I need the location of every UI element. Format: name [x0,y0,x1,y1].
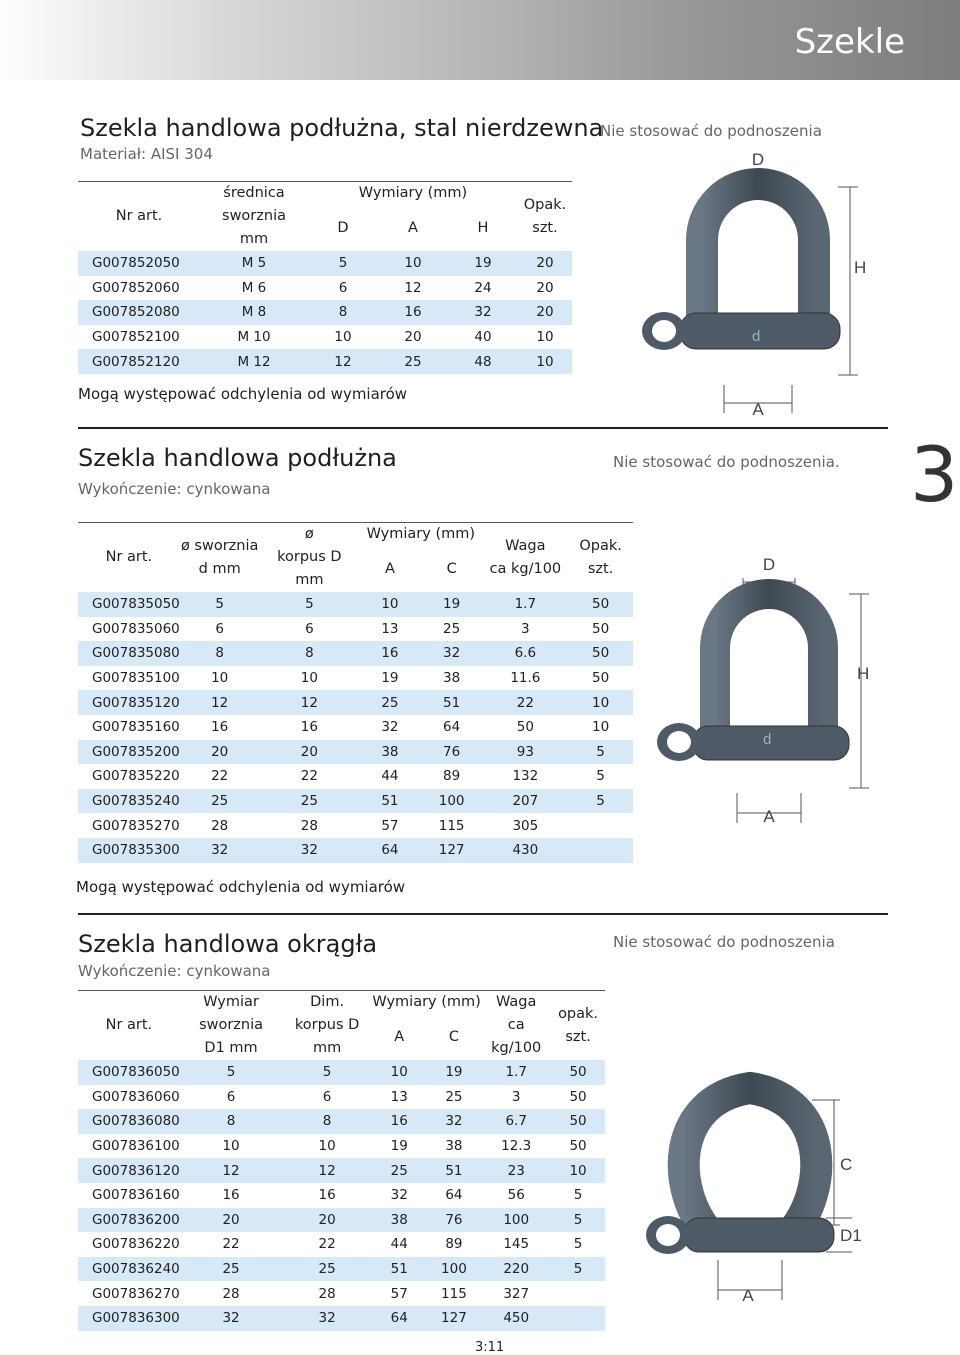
table-cell: 3 [521,620,530,637]
table-cell: 16 [318,1187,336,1204]
header-nr: Nr art. [78,991,180,1061]
article-number-cell: G007836120 [78,1158,180,1183]
table-row [78,251,572,276]
section2-title: Szekla handlowa podłużna [78,444,397,472]
header-opak-1: Opak. [523,196,567,213]
table-cell: 25 [443,620,461,637]
table-row [78,1060,605,1085]
header-wymiary: Wymiary (mm) [308,182,518,206]
section1-table [78,181,572,374]
table-cell: 51 [372,1257,427,1282]
table-cell: 5 [551,1208,605,1233]
table-cell: 89 [443,768,461,785]
table-cell: M 8 [200,300,308,325]
diagram1-label-A: A [752,400,764,419]
header-d: D [337,219,349,236]
table-row [78,349,572,374]
table-cell: 10 [334,329,352,346]
header-opak-2: szt. [532,219,558,236]
article-number-cell: G007836160 [92,1187,180,1204]
table-cell: 32 [381,719,399,736]
table-cell: 50 [569,1138,587,1155]
article-number-cell: G007835120 [78,690,180,715]
table-cell: 6.6 [483,641,569,666]
table-cell: 56 [507,1187,525,1204]
table-cell: 11.6 [510,670,541,687]
table-cell: 50 [569,1088,587,1105]
shackle-diagram-bow [630,1060,880,1315]
table-cell: 32 [260,838,360,863]
shackle-pin [684,1218,834,1252]
section1-note: Mogą występować odchylenia od wymiarów [78,385,408,403]
table-row [78,838,633,863]
page-number: 3:11 [475,1340,505,1355]
table-row [78,740,633,765]
table-cell: 22 [318,1236,336,1253]
table-cell: 132 [512,768,539,785]
header-waga-2: ca [507,1017,525,1033]
table-cell: 5 [568,789,633,814]
article-number-cell: G007852060 [92,279,180,296]
header-dim-2: korpus D [294,1017,360,1033]
table-cell: 25 [378,349,448,374]
article-number-cell: G007835100 [92,670,180,687]
diagram2-label-A: A [763,807,775,826]
table-row [78,666,633,691]
section3-table [78,990,605,1331]
header-srednica-3: mm [239,231,269,247]
header-opak-2: szt. [565,1028,591,1045]
article-number-cell: G007835200 [78,740,180,765]
diagram3-label-C: C [840,1155,853,1174]
header-dim-3: mm [312,1040,342,1056]
section-divider-2 [78,913,888,915]
header-c: C [448,1028,459,1045]
table-cell: 20 [260,740,360,765]
table-cell: 5 [551,1257,605,1282]
table-cell: 22 [483,690,569,715]
table-cell: 16 [300,719,318,736]
section1-subtitle: Materiał: AISI 304 [80,145,213,163]
table-cell: 22 [300,768,318,785]
table-row [78,715,633,740]
table-cell: 16 [222,1187,240,1204]
table-cell: 20 [282,1208,372,1233]
table-cell: 5 [180,1060,283,1085]
table-cell: 16 [378,300,448,325]
article-number-cell: G007836060 [92,1088,180,1105]
table-row [78,1134,605,1159]
table-cell: 28 [211,817,229,834]
table-cell: 64 [359,838,421,863]
header-a: A [384,560,395,577]
table-cell: 5 [282,1060,372,1085]
table-cell: 50 [568,592,633,617]
table-cell: 6 [226,1088,236,1105]
table-row [78,764,633,789]
table-cell: 22 [211,768,229,785]
table-row [78,1183,605,1208]
table-row [78,1281,605,1306]
table-cell: 32 [180,1306,283,1331]
table-cell: 19 [421,592,483,617]
table-row [78,1232,605,1257]
page-header [0,0,960,80]
article-number-cell: G007835050 [78,592,180,617]
table-cell: 38 [372,1208,427,1233]
article-number-cell: G007835300 [78,838,180,863]
table-cell: 1.7 [481,1060,551,1085]
table-cell: 6.7 [481,1109,551,1134]
table-cell: 22 [222,1236,240,1253]
diagram2-label-d: d [763,731,772,748]
table-cell: 20 [404,329,422,346]
table-cell: 12 [404,279,422,296]
table-cell: 13 [390,1088,408,1105]
header-korpus-1: ø [260,523,360,547]
table-cell: 44 [381,768,399,785]
header-a: A [408,219,418,236]
header-nr: Nr art. [78,182,200,252]
table-cell: 10 [378,251,448,276]
table-cell: 25 [180,1257,283,1282]
table-cell: 10 [536,329,554,346]
table-cell: 50 [591,670,610,687]
header-wymiary: Wymiary (mm) [359,523,482,547]
section1-warning: Nie stosować do podnoszenia [600,122,822,140]
diagram3-label-A: A [742,1286,754,1305]
table-cell: 38 [445,1138,463,1155]
table-cell: 38 [359,740,421,765]
table-cell [568,813,633,838]
table-cell: 25 [445,1088,463,1105]
table-cell [551,1306,605,1331]
table-cell: 430 [483,838,569,863]
table-cell: 100 [421,789,483,814]
section2-table [78,522,633,863]
table-cell: 12 [282,1158,372,1183]
table-cell: 19 [427,1060,482,1085]
table-cell: M 5 [200,251,308,276]
article-number-cell: G007852100 [92,329,180,346]
table-cell: 12.3 [501,1138,532,1155]
diagram1-label-H: H [854,258,867,277]
table-cell: 20 [536,279,554,296]
header-waga-1: Waga [481,991,551,1015]
table-cell: 100 [481,1208,551,1233]
table-cell: 145 [503,1236,530,1253]
table-cell: 16 [211,719,229,736]
table-cell: 127 [427,1306,482,1331]
table-cell: 3 [511,1088,521,1105]
header-a: A [394,1028,405,1045]
header-opak-1: Opak. [579,537,622,554]
table-cell: 1.7 [483,592,569,617]
diagram3-label-D1: D1 [840,1226,862,1245]
table-cell: 5 [180,592,260,617]
header-srednica-2: sworznia [222,208,286,224]
table-cell: 6 [215,620,224,637]
table-cell: 327 [503,1285,530,1302]
article-number-cell: G007836050 [78,1060,180,1085]
article-number-cell: G007836270 [92,1285,180,1302]
section1-title: Szekla handlowa podłużna, stal nierdzewna [80,114,604,142]
table-cell: 8 [308,300,378,325]
article-number-cell: G007836300 [78,1306,180,1331]
article-number-cell: G007852120 [78,349,200,374]
article-number-cell: G007835060 [92,620,180,637]
table-cell: 115 [438,817,465,834]
table-cell: 28 [318,1285,336,1302]
table-cell: 16 [359,641,421,666]
table-row [78,325,572,350]
header-sworzen-1: ø sworznia [180,537,259,554]
table-row [78,276,572,301]
table-cell: 50 [591,620,610,637]
header-sworzen-2: d mm [198,560,241,577]
article-number-cell: G007836080 [78,1109,180,1134]
section-divider-1 [78,427,888,429]
table-cell: 100 [427,1257,482,1282]
table-cell: 57 [390,1285,408,1302]
table-cell: 16 [372,1109,427,1134]
shackle-body [702,184,814,335]
table-cell: 12 [180,1158,283,1183]
table-cell: 8 [180,1109,283,1134]
table-cell: 51 [359,789,421,814]
table-cell: 50 [516,719,534,736]
table-cell: 32 [390,1187,408,1204]
header-nr: Nr art. [78,523,180,593]
table-cell: 19 [381,670,399,687]
header-opak [551,991,605,1061]
table-cell: 20 [180,1208,283,1233]
table-cell: 93 [483,740,569,765]
table-cell: 10 [568,690,633,715]
header-wymiar-1: Wymiar [180,991,283,1015]
header-c: C [446,560,457,577]
table-cell: 20 [518,300,572,325]
table-cell: 10 [591,719,610,736]
table-cell: 32 [448,300,518,325]
table-cell: 8 [260,641,360,666]
section2-subtitle: Wykończenie: cynkowana [78,480,271,498]
article-number-cell: G007836200 [78,1208,180,1233]
table-cell: 10 [211,670,229,687]
table-cell: 5 [573,1236,583,1253]
table-row [78,1109,605,1134]
header-opak-1: opak. [558,1005,599,1022]
table-cell: 64 [443,719,461,736]
table-cell: 23 [481,1158,551,1183]
table-row [78,690,633,715]
side-chapter-number: 3 [910,430,959,519]
table-cell: 8 [180,641,260,666]
table-cell: 25 [372,1158,427,1183]
header-srednica-1: średnica [200,182,308,206]
table-cell: 50 [568,641,633,666]
table-cell: 76 [427,1208,482,1233]
header-korpus-3: mm [295,572,324,588]
table-cell: 44 [390,1236,408,1253]
table-row [78,813,633,838]
table-cell: 10 [359,592,421,617]
table-cell: 25 [260,789,360,814]
table-cell: 32 [427,1109,482,1134]
table-cell: 6 [338,279,348,296]
table-row [78,641,633,666]
table-cell [568,838,633,863]
article-number-cell: G007852080 [78,300,200,325]
table-cell: 32 [282,1306,372,1331]
table-cell: 32 [421,641,483,666]
table-cell: 8 [282,1109,372,1134]
table-cell: 25 [180,789,260,814]
section2-warning: Nie stosować do podnoszenia. [613,453,840,471]
table-cell: 6 [322,1088,332,1105]
header-wymiar-2: sworznia [199,1017,264,1033]
diagram2-label-D: D [762,555,776,574]
table-row [78,617,633,642]
table-cell: 19 [390,1138,408,1155]
header-korpus-2: korpus D [277,549,342,565]
table-cell: 12 [308,349,378,374]
table-row [78,1257,605,1282]
header-opak-2: szt. [587,560,614,577]
table-cell: 76 [421,740,483,765]
header-h: H [477,219,489,236]
diagram1-label-d: d [752,328,761,345]
article-number-cell: G007836220 [92,1236,180,1253]
table-cell: 24 [474,279,492,296]
article-number-cell: G007836100 [92,1138,180,1155]
table-cell: 64 [445,1187,463,1204]
section3-warning: Nie stosować do podnoszenia [613,933,835,951]
table-cell: 20 [518,251,572,276]
table-cell: 51 [427,1158,482,1183]
table-cell: 5 [596,768,605,785]
table-cell: 10 [551,1158,605,1183]
article-number-cell: G007835080 [78,641,180,666]
table-cell: 64 [372,1306,427,1331]
header-dim-1: Dim. [282,991,372,1015]
table-cell: 115 [441,1285,467,1302]
shackle-diagram-dee [628,145,878,420]
table-cell: 220 [481,1257,551,1282]
article-number-cell: G007836240 [78,1257,180,1282]
header-waga [483,523,569,593]
section3-title: Szekla handlowa okrągła [78,930,378,958]
header-title: Szekle [794,22,905,62]
table-cell: 12 [180,690,260,715]
table-cell: 28 [222,1285,240,1302]
table-cell: 89 [445,1236,463,1253]
table-cell: 50 [551,1060,605,1085]
table-cell: 10 [372,1060,427,1085]
header-wymiary: Wymiary (mm) [372,991,481,1015]
article-number-cell: G007835270 [92,817,180,834]
table-row [78,1085,605,1110]
table-cell: 6 [305,620,314,637]
table-cell: 28 [300,817,318,834]
table-cell: 5 [568,740,633,765]
table-cell: M 10 [237,329,271,346]
article-number-cell: G007835240 [78,789,180,814]
table-cell: 5 [308,251,378,276]
table-cell: 48 [448,349,518,374]
table-cell: 50 [551,1109,605,1134]
table-cell: 5 [260,592,360,617]
table-cell: 13 [381,620,399,637]
table-row [78,1208,605,1233]
table-cell: 40 [474,329,492,346]
table-cell: 10 [318,1138,336,1155]
table-cell: 20 [180,740,260,765]
table-cell: 12 [260,690,360,715]
table-cell: 10 [300,670,318,687]
header-wymiar-3: D1 mm [204,1040,258,1056]
table-row [78,1158,605,1183]
table-cell: M 12 [200,349,308,374]
table-cell: 10 [222,1138,240,1155]
header-waga-1: Waga [505,537,546,554]
table-cell: 207 [483,789,569,814]
article-number-cell: G007835160 [92,719,180,736]
table-cell: 19 [448,251,518,276]
table-row [78,592,633,617]
table-cell: 25 [282,1257,372,1282]
table-cell: 57 [381,817,399,834]
shackle-diagram-dee-galvanized [645,548,885,838]
table-cell: M 6 [241,279,267,296]
header-waga-2: ca kg/100 [489,560,562,577]
table-cell: 25 [359,690,421,715]
header-opak [568,523,633,593]
header-opak [518,182,572,252]
table-cell: 32 [180,838,260,863]
article-number-cell: G007835220 [92,768,180,785]
header-sworzen [180,523,260,593]
shackle-body [715,594,823,748]
table-cell: 5 [573,1187,583,1204]
section2-note: Mogą występować odchylenia od wymiarów [76,878,406,896]
table-cell: 51 [421,690,483,715]
table-cell [551,1281,605,1306]
table-cell: 305 [512,817,539,834]
table-cell: 10 [518,349,572,374]
table-row [78,300,572,325]
table-cell: 38 [443,670,461,687]
article-number-cell: G007852050 [78,251,200,276]
table-cell: 127 [421,838,483,863]
diagram1-label-D: D [751,150,765,169]
diagram2-label-H: H [857,664,870,683]
table-row [78,1306,605,1331]
section3-subtitle: Wykończenie: cynkowana [78,962,271,980]
header-waga-3: kg/100 [491,1040,542,1056]
shackle-bow-body [684,1088,817,1235]
table-cell: 450 [481,1306,551,1331]
table-row [78,789,633,814]
